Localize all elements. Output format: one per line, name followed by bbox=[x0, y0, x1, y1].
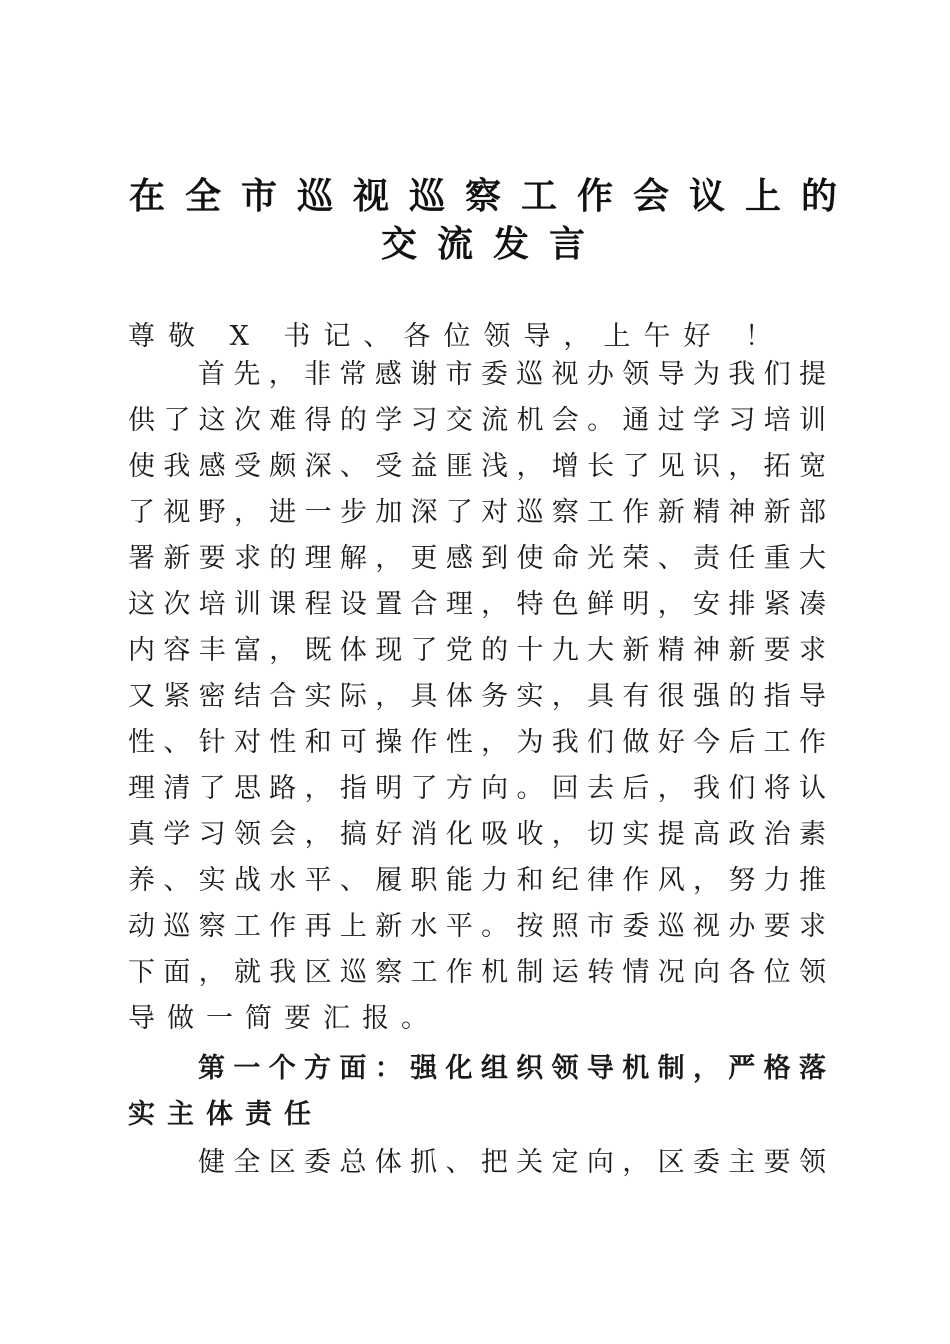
paragraph-line: 动巡察工作再上新水平。按照市委巡视办要求 bbox=[128, 911, 826, 942]
paragraph-line: 养、实战水平、履职能力和纪律作风，努力推 bbox=[128, 865, 826, 896]
paragraph-line: 使我感受颇深、受益匪浅，增长了见识，拓宽 bbox=[128, 451, 826, 482]
greeting: 尊敬 X 书记、各位领导，上午好 ！ bbox=[128, 321, 785, 352]
paragraph-line: 署新要求的理解，更感到使命光荣、责任重大 bbox=[128, 543, 826, 574]
paragraph-line: 理清了思路，指明了方向。回去后，我们将认 bbox=[128, 773, 826, 804]
paragraph-line: 供了这次难得的学习交流机会。通过学习培训 bbox=[128, 405, 826, 436]
paragraph-line: 这次培训课程设置合理，特色鲜明，安排紧凑 bbox=[128, 589, 826, 620]
document-title-line-2: 交流发言 bbox=[380, 223, 605, 265]
paragraph-line: 了视野，进一步加深了对巡察工作新精神新部 bbox=[128, 497, 826, 528]
document-title-line-1: 在全市巡视巡察工作会议上的 bbox=[128, 175, 857, 217]
paragraph-line: 首先，非常感谢市委巡视办领导为我们提 bbox=[198, 359, 826, 390]
paragraph-line: 导做一简要汇报。 bbox=[128, 1003, 440, 1034]
paragraph-line: 真学习领会，搞好消化吸收，切实提高政治素 bbox=[128, 819, 826, 850]
paragraph-line: 内容丰富，既体现了党的十九大新精神新要求 bbox=[128, 635, 826, 666]
paragraph-line: 下面，就我区巡察工作机制运转情况向各位领 bbox=[128, 957, 826, 988]
paragraph-line: 健全区委总体抓、把关定向，区委主要领 bbox=[198, 1147, 826, 1178]
paragraph-line: 性、针对性和可操作性，为我们做好今后工作 bbox=[128, 727, 826, 758]
paragraph-line: 又紧密结合实际，具体务实，具有很强的指导 bbox=[128, 681, 826, 712]
section-heading-line: 实主体责任 bbox=[128, 1099, 323, 1130]
section-heading-line: 第一个方面：强化组织领导机制，严格落 bbox=[198, 1053, 826, 1084]
